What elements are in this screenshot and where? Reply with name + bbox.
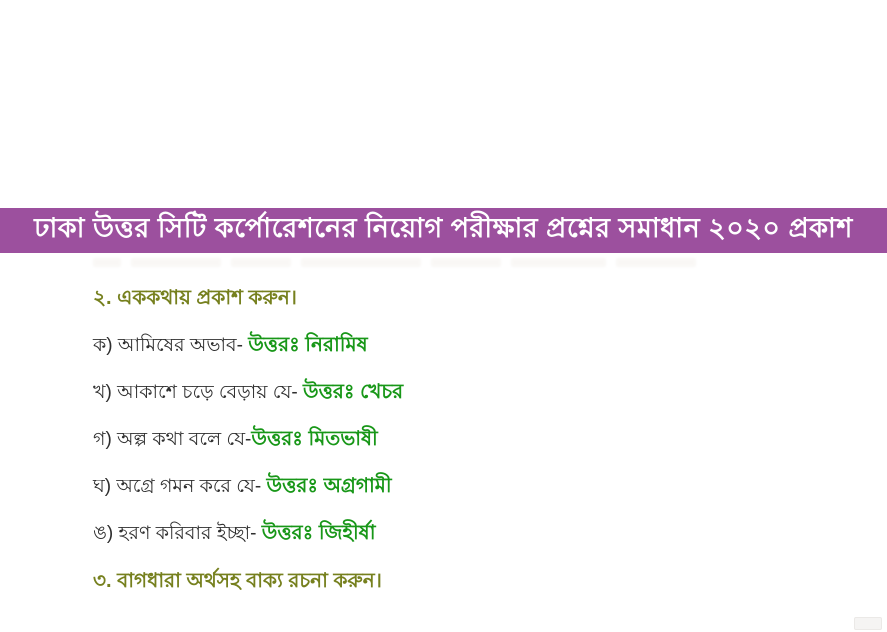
question-text: খ) আকাশে চড়ে বেড়ায় যে- [93, 382, 304, 403]
remnant-blob [616, 258, 696, 267]
answer-text: উত্তরঃ নিরামিষ [248, 334, 368, 356]
spacer [93, 453, 833, 472]
section-heading-3: ৩. বাগধারা অর্থসহ বাক্য রচনা করুন। [93, 570, 382, 592]
faded-text-remnant [93, 258, 783, 271]
spacer [93, 312, 833, 331]
remnant-blob [131, 258, 221, 267]
remnant-blob [511, 258, 606, 267]
spacer [93, 500, 833, 519]
post-title: ঢাকা উত্তর সিটি কর্পোরেশনের নিয়োগ পরীক্ষার প্রশ্নের সমাধান ২০২০ প্রকাশ [34, 213, 853, 243]
spacer [93, 359, 833, 378]
spacer [93, 406, 833, 425]
question-text: গ) অল্প কথা বলে যে- [93, 429, 252, 450]
answer-text: উত্তরঃ জিহীর্ষা [261, 522, 376, 544]
qa-line [93, 331, 833, 359]
qa-line [93, 472, 833, 500]
answer-text: উত্তরঃ অগ্রগামী [266, 475, 392, 497]
remnant-blob [231, 258, 291, 267]
question-text: ঙ) হরণ করিবার ইচ্ছা- [93, 523, 262, 544]
answer-text: উত্তরঃ খেচর [303, 381, 404, 403]
section-heading-2: ২. এককথায় প্রকাশ করুন। [93, 287, 297, 309]
post-title-banner [0, 208, 887, 253]
spacer [93, 547, 833, 567]
qa-line [93, 378, 833, 406]
article-body [93, 284, 833, 595]
remnant-blob [431, 258, 501, 267]
remnant-blob [93, 258, 121, 267]
remnant-blob [301, 258, 421, 267]
qa-line [93, 425, 833, 453]
qa-line [93, 519, 833, 547]
question-text: ক) আমিষের অভাব- [93, 335, 249, 356]
answer-text: উত্তরঃ মিতভাষী [251, 428, 378, 450]
question-text: ঘ) অগ্রে গমন করে যে- [93, 476, 267, 497]
corner-widget-fragment [854, 617, 882, 630]
